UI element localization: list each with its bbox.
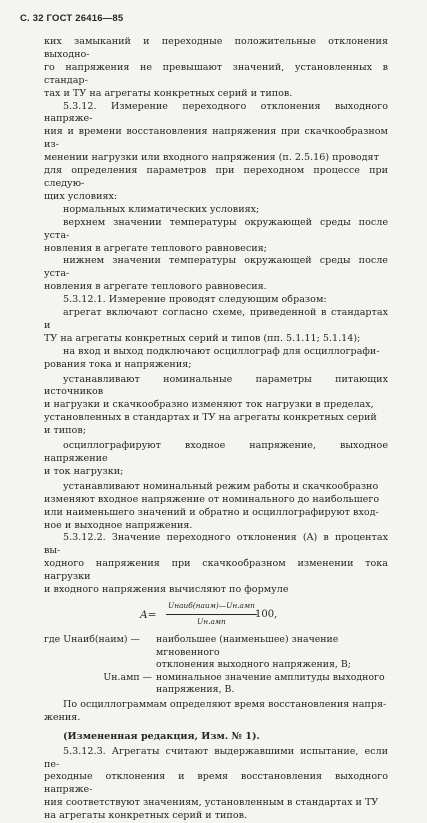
text-line: жения.: [44, 711, 81, 723]
definition-line: наибольшее (наименьшее) значение мгновенного: [156, 633, 339, 658]
text-line: рования тока и напряжения;: [44, 358, 192, 370]
text-line: ТУ на агрегаты конкретных серий и типов (пп. 5.1.11; 5.1.14);: [44, 332, 361, 344]
body-text: [44, 36, 388, 823]
definition-label: Uн.амп —: [103, 671, 152, 683]
text-line: и входного напряжения вычисляют по формуле: [44, 584, 289, 596]
fraction-bar: [166, 614, 257, 615]
text-line: и типов;: [44, 425, 86, 437]
text-line: тах и ТУ на агрегаты конкретных серий и типов.: [44, 87, 293, 99]
text-line: и нагрузки и скачкообразно изменяют ток нагрузки в пределах,: [44, 399, 374, 411]
definition-line: номинальное значение амплитуды выходного: [156, 671, 385, 683]
definition-text: [156, 672, 388, 697]
text-line: ное и выходное напряжения.: [44, 519, 193, 531]
text-line: щих условиях:: [44, 190, 118, 202]
formula-denominator: Uн.амп: [197, 616, 226, 626]
text-line: осциллографируют входное напряжение, выходное напряжение: [44, 440, 388, 464]
text-line: го напряжения не превышают значений, установленных в стандар-: [44, 61, 388, 86]
text-line: агрегат включают согласно схеме, приведенной в стандартах и: [44, 307, 388, 331]
definitions: [44, 634, 388, 697]
text-line: 5.3.12. Измерение переходного отклонения выходного напряже-: [44, 100, 388, 125]
formula-rhs: 100,: [255, 608, 278, 620]
text-line: и ток нагрузки;: [44, 465, 124, 477]
text-line: устанавливают номинальные параметры питающих источников: [44, 373, 388, 398]
definition-row: [44, 634, 388, 672]
definition-line: напряжения, В.: [156, 684, 235, 696]
text-line: реходные отклонения и время восстановления выходного напряже-: [44, 771, 388, 796]
amendment-note: (Измененная редакция, Изм. № 1).: [63, 730, 260, 742]
text-line: новления в агрегате теплового равновесия;: [44, 242, 267, 254]
text-line: ких замыканий и переходные положительные отклонения выходно-: [44, 36, 388, 60]
text-line: По осциллограммам определяют время восстановления напря-: [63, 698, 387, 710]
text-line: установленных в стандартах и ТУ на агрегаты конкретных серий: [44, 412, 377, 424]
text-line: или наименьшего значений и обратно и осциллографируют вход-: [44, 506, 379, 518]
definition-label: где Uнаиб(наим) —: [44, 633, 140, 645]
text-line: 5.3.12.3. Агрегаты считают выдержавшими испытание, если пе-: [44, 745, 388, 770]
text-line: 5.3.12.2. Значение переходного отклонения (A) в процентах вы-: [44, 532, 388, 557]
text-line: устанавливают номинальный режим работы и скачкообразно: [63, 480, 379, 492]
text-line: на агрегаты конкретных серий и типов.: [44, 810, 248, 822]
text-line: ния соответствуют значениям, установленным в стандартах и ТУ: [44, 797, 379, 809]
definition-text: [156, 634, 388, 672]
formula-fraction: [166, 600, 257, 629]
text-line: изменяют входное напряжение от номинального до наибольшего: [44, 493, 380, 505]
definition-line: отклонения выходного напряжения, В;: [156, 659, 351, 671]
formula-lhs: A=: [140, 608, 157, 621]
text-line: новления в агрегате теплового равновесия.: [44, 281, 267, 293]
text-line: нормальных климатических условиях;: [63, 203, 260, 215]
text-line: нижнем значении температуры окружающей среды после уста-: [44, 255, 388, 280]
formula: [44, 600, 388, 630]
formula-numerator: Uнаиб(наим)—Uн.амп: [168, 600, 255, 610]
text-line: 5.3.12.1. Измерение проводят следующим образом:: [63, 294, 327, 306]
page-header: С. 32 ГОСТ 26416—85: [20, 13, 124, 24]
text-line: на вход и выход подключают осциллограф для осциллографи-: [63, 345, 380, 357]
text-line: менении нагрузки или входного напряжения (п. 2.5.16) проводят: [44, 152, 379, 164]
text-line: для определения параметров при переходном процессе при следую-: [44, 165, 388, 189]
definition-row: [44, 672, 388, 697]
text-line: верхнем значении температуры окружающей среды после уста-: [44, 216, 388, 241]
text-line: ния и времени восстановления напряжения при скачкообразном из-: [44, 126, 388, 151]
text-line: ходного напряжения при скачкообразном изменении тока нагрузки: [44, 558, 388, 583]
